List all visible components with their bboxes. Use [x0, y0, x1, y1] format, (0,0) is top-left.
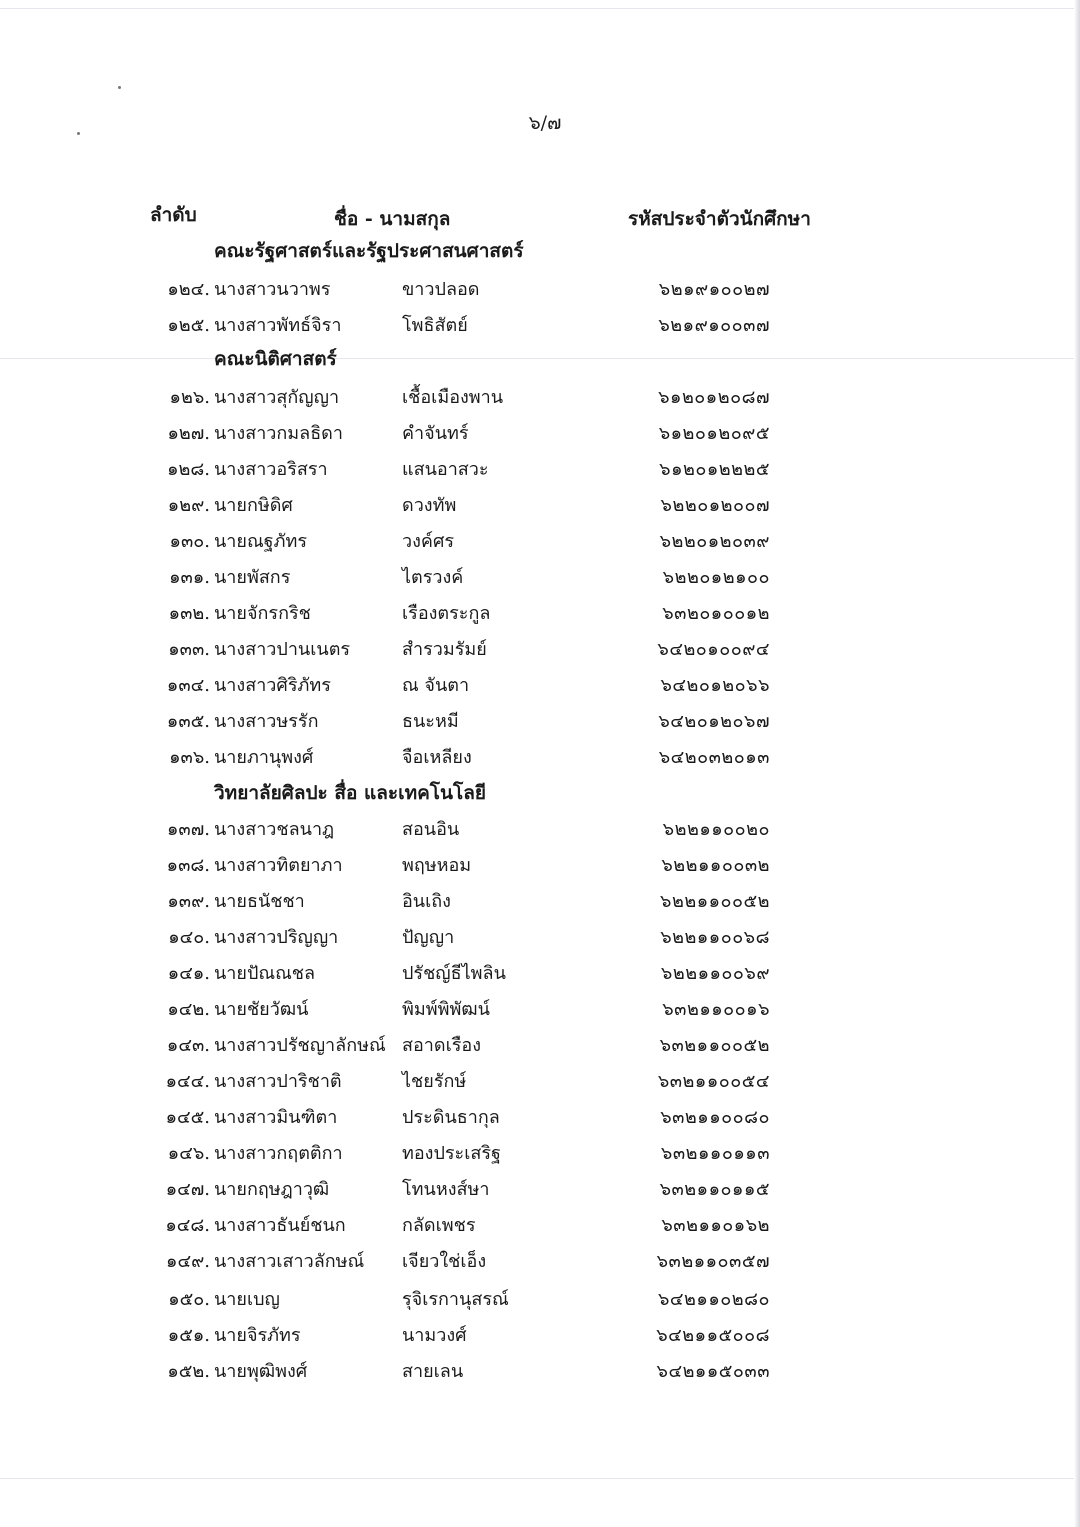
row-name: นางสาวษรรัก — [214, 711, 319, 732]
row-surname: ประดินธากุล — [402, 1107, 500, 1128]
row-name: นายเบญ — [214, 1289, 280, 1310]
row-surname: คำจันทร์ — [402, 423, 469, 444]
row-surname: จือเหลียง — [402, 747, 472, 768]
row-number: ๑๒๗. — [167, 423, 210, 444]
row-number: ๑๒๘. — [167, 459, 210, 480]
table-row — [0, 558, 1080, 594]
row-name: นางสาวชลนาฎ — [214, 819, 335, 840]
row-surname: เจียวใช่เอ็ง — [402, 1251, 487, 1272]
row-name: นายกษิดิศ — [214, 495, 293, 516]
row-name: นายกฤษฎาวุฒิ — [214, 1179, 330, 1200]
row-number: ๑๕๑. — [167, 1325, 210, 1346]
table-row — [0, 306, 1080, 342]
row-name: นางสาวนวาพร — [214, 279, 331, 300]
row-student-id: ๖๓๒๑๑๐๐๑๖ — [662, 999, 770, 1020]
table-row — [0, 810, 1080, 846]
row-student-id: ๖๔๒๑๑๕๐๐๘ — [656, 1325, 770, 1346]
row-student-id: ๖๒๒๐๑๒๑๐๐ — [662, 567, 770, 588]
row-name: นายณฐภัทร — [214, 531, 307, 552]
row-student-id: ๖๔๒๐๓๒๐๑๓ — [658, 747, 770, 768]
header-student-id: รหัสประจำตัวนักศึกษา — [628, 208, 811, 230]
row-student-id: ๖๔๒๐๑๐๐๙๔ — [657, 639, 770, 660]
row-name: นายชัยวัฒน์ — [214, 999, 309, 1020]
row-name: นางสาวศิริภัทร — [214, 675, 331, 696]
section-title: วิทยาลัยศิลปะ สื่อ และเทคโนโลยี — [214, 782, 486, 804]
row-surname: วงค์ศร — [402, 531, 455, 552]
table-row — [0, 738, 1080, 774]
section-title: คณะนิติศาสตร์ — [214, 348, 337, 370]
header-name: ชื่อ - นามสกุล — [334, 208, 451, 230]
row-number: ๑๒๖. — [169, 387, 210, 408]
row-student-id: ๖๒๑๙๑๐๐๒๗ — [658, 279, 770, 300]
row-student-id: ๖๒๒๐๑๒๐๓๙ — [659, 531, 770, 552]
table-row — [0, 1170, 1080, 1206]
row-surname: ณ จันตา — [402, 675, 470, 696]
row-name: นายจักรกริช — [214, 603, 311, 624]
row-surname: โพธิสัตย์ — [402, 315, 468, 336]
table-row — [0, 270, 1080, 306]
row-surname: อินเถิง — [402, 891, 451, 912]
row-number: ๑๔๒. — [167, 999, 210, 1020]
row-number: ๑๒๕. — [167, 315, 210, 336]
table-row — [0, 990, 1080, 1026]
row-student-id: ๖๓๒๑๑๐๐๘๐ — [660, 1107, 770, 1128]
row-number: ๑๓๒. — [168, 603, 210, 624]
table-row — [0, 522, 1080, 558]
table-row — [0, 630, 1080, 666]
row-name: นางสาวพัทธ์จิรา — [214, 315, 342, 336]
row-name: นางสาวกฤตติกา — [214, 1143, 343, 1164]
row-surname: ขาวปลอด — [402, 279, 480, 300]
table-row — [0, 1098, 1080, 1134]
table-row — [0, 414, 1080, 450]
row-number: ๑๔๘. — [165, 1215, 210, 1236]
row-student-id: ๖๔๒๐๑๒๐๖๖ — [660, 675, 770, 696]
row-student-id: ๖๑๒๐๑๒๒๒๕ — [659, 459, 770, 480]
row-student-id: ๖๓๒๑๑๐๑๖๒ — [661, 1215, 770, 1236]
row-student-id: ๖๒๒๑๑๐๐๖๘ — [660, 927, 770, 948]
row-name: นายธนัชชา — [214, 891, 305, 912]
row-name: นางสาวปาริชาติ — [214, 1071, 342, 1092]
table-row — [0, 486, 1080, 522]
row-number: ๑๓๗. — [167, 819, 210, 840]
row-number: ๑๓๐. — [169, 531, 210, 552]
table-row — [0, 1206, 1080, 1242]
row-name: นายปัณณชล — [214, 963, 316, 984]
row-student-id: ๖๔๒๐๑๒๐๖๗ — [658, 711, 770, 732]
table-row — [0, 450, 1080, 486]
row-number: ๑๓๖. — [169, 747, 210, 768]
row-number: ๑๓๙. — [167, 891, 210, 912]
row-surname: ดวงทัพ — [402, 495, 457, 516]
row-name: นายภานุพงศ์ — [214, 747, 314, 768]
table-row — [0, 882, 1080, 918]
section-title: คณะรัฐศาสตร์และรัฐประศาสนศาสตร์ — [214, 240, 524, 262]
row-surname: ปัญญา — [402, 927, 455, 948]
row-name: นางสาวสุกัญญา — [214, 387, 340, 408]
table-row — [0, 702, 1080, 738]
row-name: นางสาวเสาวลักษณ์ — [214, 1251, 365, 1272]
row-name: นางสาวอริสรา — [214, 459, 328, 480]
page-number: ๖/๗ — [528, 112, 562, 134]
row-surname: นามวงศ์ — [402, 1325, 467, 1346]
table-row — [0, 1352, 1080, 1388]
row-number: ๑๓๕. — [166, 711, 210, 732]
row-number: ๑๕๐. — [168, 1289, 210, 1310]
row-surname: ธนะหมี — [402, 711, 459, 732]
row-student-id: ๖๓๒๑๑๐๐๕๔ — [657, 1071, 770, 1092]
row-name: นายจิรภัทร — [214, 1325, 301, 1346]
table-row — [0, 954, 1080, 990]
row-number: ๑๓๑. — [169, 567, 210, 588]
row-name: นายพัสกร — [214, 567, 291, 588]
row-number: ๑๔๓. — [166, 1035, 210, 1056]
row-surname: รุจิเรกานุสรณ์ — [402, 1289, 509, 1310]
table-row — [0, 1316, 1080, 1352]
row-student-id: ๖๓๒๑๑๐๐๕๒ — [659, 1035, 770, 1056]
row-student-id: ๖๒๒๐๑๒๐๐๗ — [660, 495, 770, 516]
row-surname: ทองประเสริฐ — [402, 1143, 501, 1164]
row-name: นางสาวปรัชญาลักษณ์ — [214, 1035, 386, 1056]
row-name: นางสาวธันย์ชนก — [214, 1215, 346, 1236]
row-name: นายพุฒิพงศ์ — [214, 1361, 308, 1382]
row-number: ๑๔๑. — [167, 963, 210, 984]
row-student-id: ๖๔๒๑๑๐๒๘๐ — [658, 1289, 770, 1310]
row-student-id: ๖๒๑๙๑๐๐๓๗ — [658, 315, 770, 336]
row-surname: กลัดเพชร — [402, 1215, 476, 1236]
row-number: ๑๓๔. — [166, 675, 210, 696]
row-surname: สายเลน — [402, 1361, 464, 1382]
row-surname: สอนอิน — [402, 819, 460, 840]
row-name: นางสาวปานเนตร — [214, 639, 351, 660]
row-number: ๑๓๓. — [168, 639, 210, 660]
row-number: ๑๔๐. — [168, 927, 210, 948]
row-name: นางสาวกมลธิดา — [214, 423, 343, 444]
row-student-id: ๖๒๒๑๑๐๐๓๒ — [661, 855, 770, 876]
row-number: ๑๒๔. — [167, 279, 210, 300]
row-student-id: ๖๓๒๐๑๐๐๑๒ — [662, 603, 770, 624]
row-surname: พฤษหอม — [402, 855, 472, 876]
table-row — [0, 1026, 1080, 1062]
row-student-id: ๖๒๒๑๑๐๐๕๒ — [660, 891, 770, 912]
row-number: ๑๔๗. — [165, 1179, 210, 1200]
row-student-id: ๖๑๒๐๑๒๐๘๗ — [658, 387, 770, 408]
row-surname: พิมพ์พิพัฒน์ — [402, 999, 490, 1020]
row-surname: ไตรวงค์ — [402, 567, 464, 588]
row-student-id: ๖๓๒๑๑๐๓๕๗ — [656, 1251, 770, 1272]
row-surname: โทนหงส์ษา — [402, 1179, 490, 1200]
table-row — [0, 1242, 1080, 1278]
table-row — [0, 1280, 1080, 1316]
header-no: ลำดับ — [150, 204, 197, 226]
row-number: ๑๒๙. — [167, 495, 210, 516]
row-number: ๑๕๒. — [167, 1361, 210, 1382]
row-surname: แสนอาสวะ — [402, 459, 489, 480]
table-row — [0, 1062, 1080, 1098]
row-surname: เชื้อเมืองพาน — [402, 387, 504, 408]
row-student-id: ๖๓๒๑๑๐๑๑๓ — [660, 1143, 770, 1164]
row-student-id: ๖๒๒๑๑๐๐๖๙ — [660, 963, 770, 984]
row-student-id: ๖๔๒๑๑๕๐๓๓ — [656, 1361, 770, 1382]
row-number: ๑๔๙. — [166, 1251, 210, 1272]
row-student-id: ๖๓๒๑๑๐๑๑๕ — [659, 1179, 770, 1200]
table-row — [0, 666, 1080, 702]
row-name: นางสาวมินฑิตา — [214, 1107, 338, 1128]
row-number: ๑๔๖. — [167, 1143, 210, 1164]
table-row — [0, 594, 1080, 630]
table-row — [0, 918, 1080, 954]
row-surname: สำรวมรัมย์ — [402, 639, 487, 660]
row-number: ๑๔๕. — [165, 1107, 210, 1128]
row-name: นางสาวทิตยาภา — [214, 855, 343, 876]
row-surname: สอาดเรือง — [402, 1035, 482, 1056]
table-row — [0, 378, 1080, 414]
table-row — [0, 846, 1080, 882]
row-student-id: ๖๑๒๐๑๒๐๙๕ — [658, 423, 770, 444]
row-surname: เรืองตระกูล — [402, 603, 491, 624]
row-surname: ไชยรักษ์ — [402, 1071, 467, 1092]
row-student-id: ๖๒๒๑๑๐๐๒๐ — [662, 819, 770, 840]
row-number: ๑๓๘. — [166, 855, 210, 876]
row-name: นางสาวปริญญา — [214, 927, 339, 948]
row-surname: ปรัชญ์ธีไพลิน — [402, 963, 506, 984]
row-number: ๑๔๔. — [165, 1071, 210, 1092]
table-row — [0, 1134, 1080, 1170]
